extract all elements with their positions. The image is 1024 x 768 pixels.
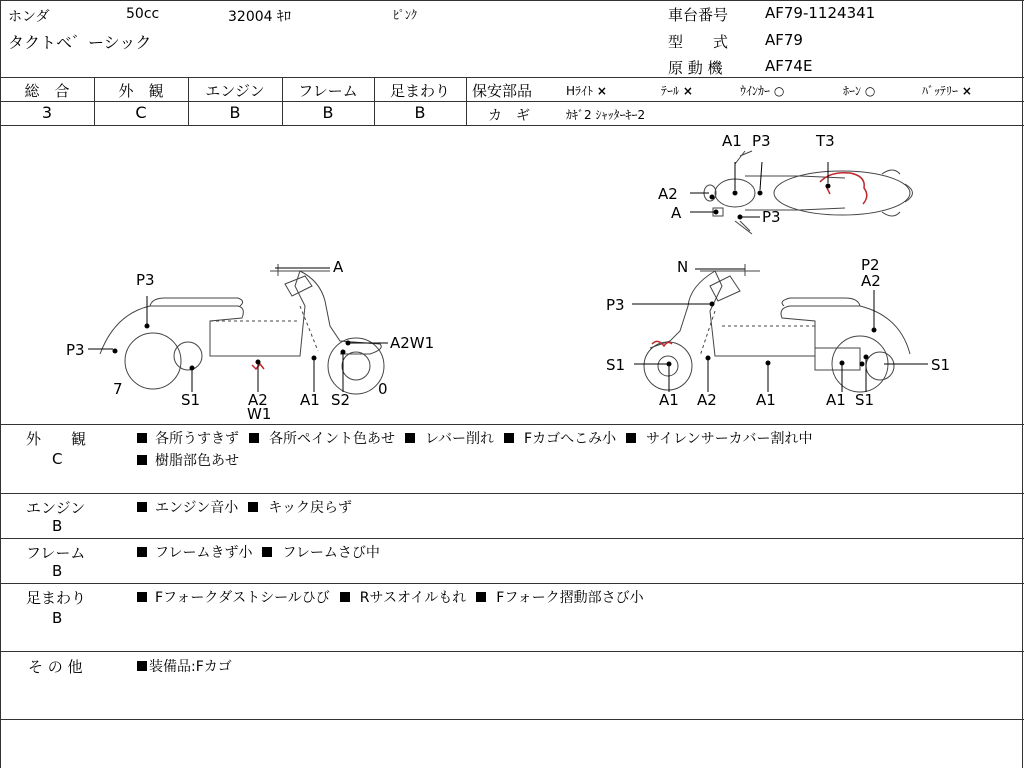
- remark-frame-grade: B: [52, 562, 63, 580]
- remark-suspension-grade: B: [52, 609, 63, 627]
- label-top-a2: A2: [658, 185, 678, 203]
- grade-overall-value: 3: [41, 103, 53, 122]
- label-right-a1-mid: A1: [756, 391, 776, 409]
- grade-col-line: [466, 77, 467, 125]
- mileage: 32004 ｷﾛ: [228, 9, 291, 25]
- remarks-bottom: [0, 719, 1024, 720]
- label-top-a: A: [671, 204, 682, 222]
- grade-suspension-label: 足まわり: [389, 82, 450, 100]
- label-left-0: 0: [378, 380, 388, 398]
- displacement: 50cc: [126, 6, 160, 22]
- remark-exterior-grade: C: [52, 450, 63, 468]
- grade-overall-label: 総 合: [24, 82, 70, 100]
- safety-item-horn: ﾎｰﾝ ○: [843, 84, 876, 98]
- remark-suspension-label: 足まわり: [26, 589, 87, 607]
- label-right-s1-rear: S1: [855, 391, 875, 409]
- grade-suspension-value: B: [414, 103, 426, 122]
- remark-exterior-line1: 各所うすきず 各所ペイント色あせ レバー削れ Fカゴへこみ小 サイレンサーカバー割れ中: [137, 428, 812, 448]
- remark-exterior-line2: 樹脂部色あせ: [137, 450, 239, 470]
- grade-table-mid: [0, 101, 466, 102]
- key-label: カ ギ: [488, 108, 530, 124]
- label-right-p2: P2: [861, 256, 880, 274]
- frame-number-value: AF79-1124341: [765, 4, 876, 22]
- label-right-a2: A2: [697, 391, 717, 409]
- label-right-a1-front: A1: [659, 391, 679, 409]
- damage-diagram: [0, 126, 1024, 424]
- remark-other-line1: 装備品:Fカゴ: [137, 656, 232, 676]
- label-right-s1-left: S1: [606, 356, 626, 374]
- remark-frame-label: フレーム: [26, 544, 86, 562]
- safety-item-headlight: Hﾗｲﾄ ×: [566, 84, 607, 98]
- key-value: ｶｷﾞ2 ｼｬｯﾀｰｷｰ2: [566, 108, 646, 122]
- remark-exterior-label: 外 観: [26, 430, 87, 448]
- remark-suspension-line1: Fフォークダストシールひび Rサスオイルもれ Fフォーク摺動部さび小: [137, 587, 644, 607]
- remarks-divider: [0, 651, 1024, 652]
- model-type-value: AF79: [765, 31, 803, 49]
- label-right-a1-rear: A1: [826, 391, 846, 409]
- grade-engine-value: B: [229, 103, 241, 122]
- label-left-p3-2: P3: [66, 341, 85, 359]
- remark-engine-line1: エンジン音小 キック戻らず: [137, 497, 352, 517]
- remarks-divider: [0, 538, 1024, 539]
- label-top-a1: A1: [722, 132, 742, 150]
- label-left-s1: S1: [181, 391, 201, 409]
- remark-frame-line1: フレームきず小 フレームさび中: [137, 542, 380, 562]
- engine-type-label: 原 動 機: [668, 59, 723, 77]
- frame-number-label: 車台番号: [668, 6, 729, 24]
- label-left-w1: W1: [247, 405, 272, 423]
- grade-engine-label: エンジン: [205, 82, 265, 100]
- grade-exterior-label: 外 観: [118, 82, 164, 100]
- safety-item-winker: ｳｲﾝｶｰ ○: [740, 84, 785, 98]
- frame-top: [0, 0, 1024, 1]
- safety-item-battery: ﾊﾞｯﾃﾘｰ ×: [922, 84, 972, 98]
- label-right-a2-top: A2: [861, 272, 881, 290]
- label-left-a1: A1: [300, 391, 320, 409]
- safety-item-taillight: ﾃｰﾙ ×: [661, 84, 693, 98]
- label-left-7: 7: [113, 380, 123, 398]
- label-right-s1-right: S1: [931, 356, 951, 374]
- color: ﾋﾟﾝｸ: [393, 8, 418, 22]
- model-name: タクトベ゛ーシック: [8, 33, 152, 52]
- safety-row-divider: [466, 101, 1024, 102]
- label-right-n: N: [677, 258, 689, 276]
- model-type-label: 型 式: [668, 33, 729, 51]
- safety-parts-label: 保安部品: [472, 82, 533, 100]
- label-left-p3: P3: [136, 271, 155, 289]
- remarks-divider: [0, 493, 1024, 494]
- grade-frame-label: フレーム: [298, 82, 358, 100]
- label-left-a: A: [333, 258, 344, 276]
- engine-type-value: AF74E: [765, 57, 813, 75]
- maker: ホンダ: [8, 9, 50, 25]
- grade-table-top: [0, 77, 1024, 78]
- remark-engine-label: エンジン: [26, 499, 86, 517]
- label-top-p3: P3: [752, 132, 771, 150]
- remarks-divider: [0, 583, 1024, 584]
- label-left-a2w1: A2W1: [390, 334, 435, 352]
- grade-exterior-value: C: [135, 103, 147, 122]
- label-top-t3: T3: [816, 132, 835, 150]
- remark-engine-grade: B: [52, 517, 63, 535]
- remarks-top: [0, 424, 1024, 425]
- grade-frame-value: B: [322, 103, 334, 122]
- label-left-s2: S2: [331, 391, 351, 409]
- label-top-p3-2: P3: [762, 208, 781, 226]
- label-right-p3: P3: [606, 296, 625, 314]
- label-left-a2: A2: [248, 391, 268, 409]
- remark-other-label: そ の 他: [28, 658, 83, 676]
